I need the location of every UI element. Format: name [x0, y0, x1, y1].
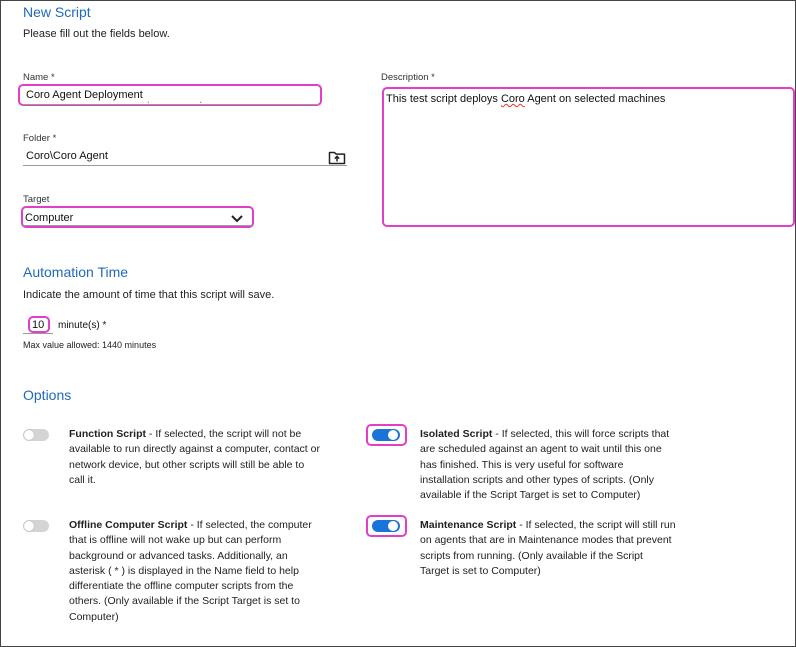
folder-input[interactable] — [23, 148, 347, 166]
isolated-script-toggle[interactable] — [372, 429, 400, 441]
folder-label: Folder * — [23, 133, 57, 144]
automation-unit-label: minute(s) * — [58, 320, 107, 331]
options-title: Options — [23, 387, 72, 403]
function-script-option: Function Script - If selected, the script will not be available to run directly against a computer, contact or network device, but other scripts will still be able to call it. — [69, 428, 320, 486]
name-input-value: Coro Agent Deployment — [26, 89, 143, 101]
input-artifact-mark: ˎ — [147, 93, 150, 103]
spellcheck-flagged-word: Coro — [500, 93, 525, 105]
description-text: This test script deploys Coro Agent on selected machines — [386, 93, 666, 105]
folder-upload-icon[interactable] — [328, 149, 346, 165]
page-subtitle: Please fill out the fields below. — [23, 28, 170, 40]
chevron-down-icon[interactable] — [230, 211, 244, 221]
function-script-toggle[interactable] — [23, 429, 49, 441]
automation-time-value: 10 — [32, 319, 45, 331]
target-label: Target — [23, 194, 50, 205]
name-label: Name * — [23, 72, 55, 83]
offline-computer-script-toggle[interactable] — [23, 520, 49, 532]
automation-time-highlight — [28, 316, 50, 333]
toggle-knob — [388, 430, 398, 440]
target-select[interactable] — [23, 209, 252, 226]
description-textarea[interactable] — [382, 87, 795, 227]
toggle-knob — [24, 521, 34, 531]
name-input[interactable] — [23, 88, 319, 105]
description-label: Description * — [381, 72, 435, 83]
maintenance-script-toggle[interactable] — [372, 520, 400, 532]
automation-title: Automation Time — [23, 264, 129, 280]
automation-max-hint: Max value allowed: 1440 minutes — [23, 340, 157, 350]
toggle-knob — [388, 521, 398, 531]
page-title: New Script — [23, 4, 91, 20]
offline-computer-script-option: Offline Computer Script - If selected, the computer that is offline will not wake up but can perform background or advanced tasks. Additionally, an asterisk ( * ) is displayed in the Name field to help differentiate the offline computer scripts from the others. (Only available if the Script Target is set to Computer) — [69, 519, 312, 623]
folder-input-value: Coro\Coro Agent — [26, 150, 108, 162]
input-artifact-mark: ˏ — [199, 93, 202, 103]
target-select-value: Computer — [25, 212, 74, 224]
automation-hint: Indicate the amount of time that this script will save. — [23, 289, 275, 301]
maintenance-script-option: Maintenance Script - If selected, the script will still run on agents that are in Maintenance modes that prevent scripts from running. (Only available if the Script Target is set to Computer) — [420, 519, 676, 577]
toggle-knob — [24, 430, 34, 440]
isolated-script-option: Isolated Script - If selected, this will force scripts that are scheduled against an agent to wait until this one has finished. This is very useful for software installation scripts and other types of scripts. (Only available if the Script Target is set to Computer) — [420, 428, 670, 502]
